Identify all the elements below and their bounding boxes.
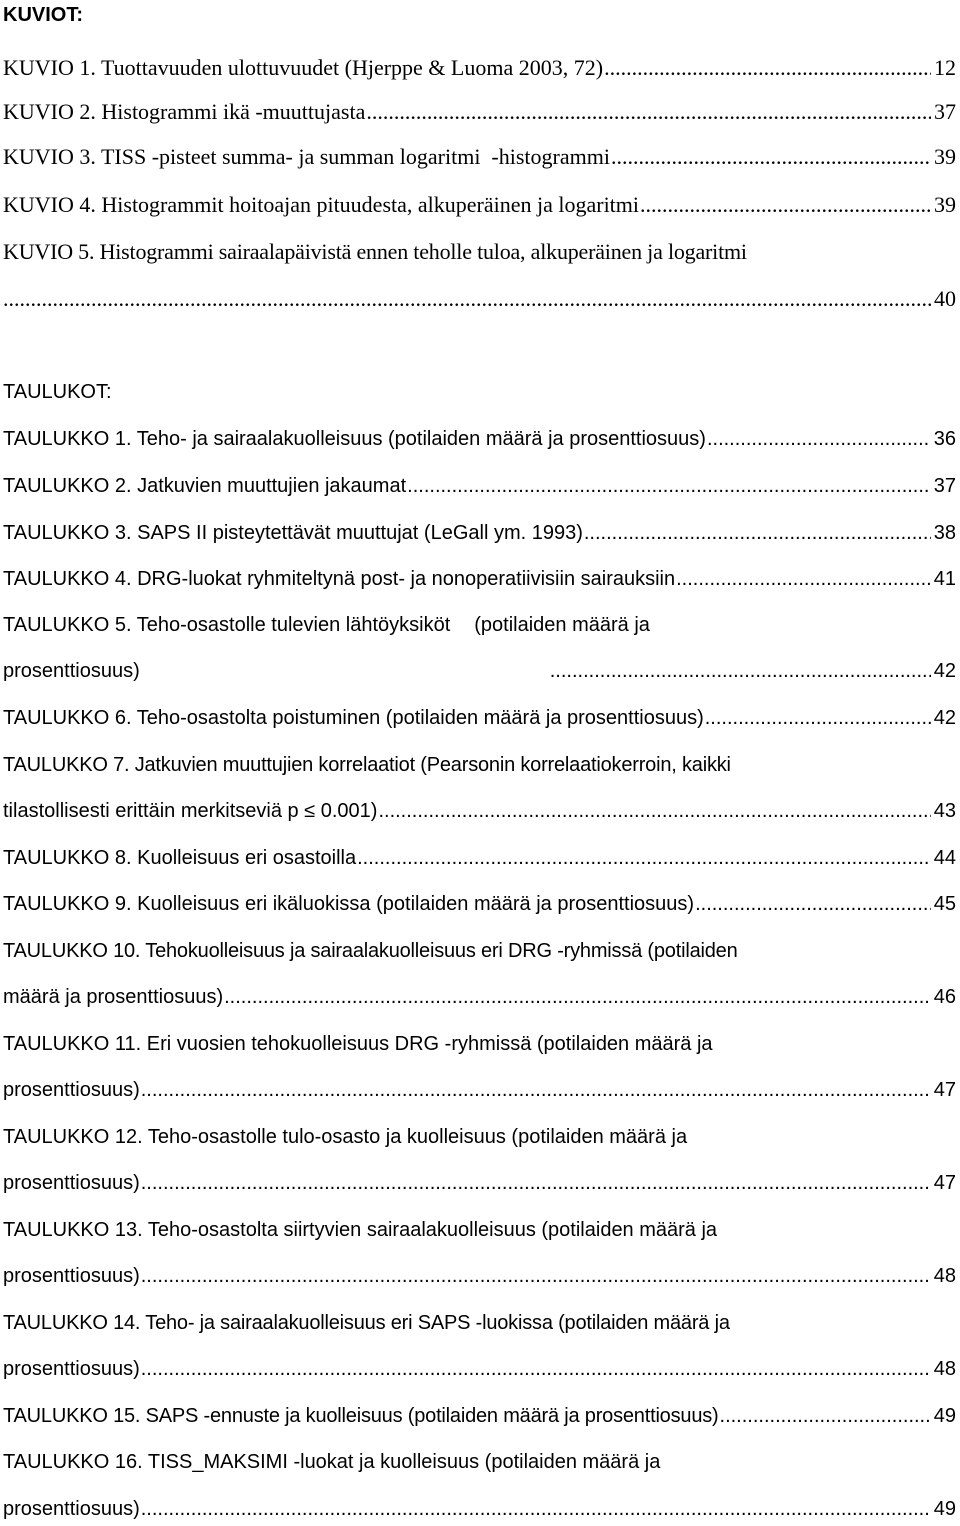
toc-entry-continuation: prosenttiosuus) <box>3 1358 140 1380</box>
toc-entry-title: TAULUKKO 6. Teho-osastolta poistuminen (potilaiden määrä ja prosenttiosuus) <box>3 707 704 729</box>
toc-entry-table-9[interactable] <box>3 889 956 919</box>
dot-leader <box>3 284 931 314</box>
toc-entry-table-12-line1[interactable] <box>3 1122 687 1152</box>
toc-entry-table-15[interactable] <box>3 1401 956 1431</box>
dot-leader <box>640 190 931 220</box>
toc-entry-title: TAULUKKO 3. SAPS II pisteytettävät muuttujat (LeGall ym. 1993) <box>3 522 583 544</box>
dot-leader <box>366 97 931 127</box>
toc-entry-figure-5-line1[interactable] <box>3 237 747 267</box>
toc-entry-page: 47 <box>933 1079 956 1101</box>
toc-entry-title: TAULUKKO 2. Jatkuvien muuttujien jakaumat <box>3 475 407 497</box>
toc-entry-continuation: prosenttiosuus) <box>3 1265 140 1287</box>
toc-entry-continuation: tilastollisesti erittäin merkitseviä p ≤ 0.001) <box>3 800 378 822</box>
toc-entry-title: TAULUKKO 8. Kuolleisuus eri osastoilla <box>3 847 357 869</box>
toc-entry-title-tail: (potilaiden määrä ja <box>474 614 650 636</box>
toc-entry-page: 37 <box>933 475 956 497</box>
toc-entry-continuation: prosenttiosuus) <box>3 1172 140 1194</box>
dot-leader <box>611 142 931 172</box>
toc-entry-table-16-line1[interactable] <box>3 1447 660 1477</box>
toc-entry-page: 36 <box>933 428 956 450</box>
toc-entry-title: TAULUKKO 14. Teho- ja sairaalakuolleisuus eri SAPS -luokissa (potilaiden määrä ja <box>3 1312 730 1334</box>
dot-leader <box>378 796 930 826</box>
toc-entry-page: 41 <box>933 568 956 590</box>
toc-entry-title: TAULUKKO 1. Teho- ja sairaalakuolleisuus (potilaiden määrä ja prosenttiosuus) <box>3 428 706 450</box>
toc-entry-table-11-line2[interactable] <box>3 1075 956 1105</box>
dot-leader <box>141 1168 931 1198</box>
toc-entry-figure-2[interactable] <box>3 97 956 127</box>
toc-entry-title: TAULUKKO 12. Teho-osastolle tulo-osasto ja kuolleisuus (potilaiden määrä ja <box>3 1126 688 1148</box>
toc-entry-page: 48 <box>933 1358 956 1380</box>
toc-entry-title: TAULUKKO 13. Teho-osastolta siirtyvien sairaalakuolleisuus (potilaiden määrä ja <box>3 1219 718 1241</box>
toc-entry-title: KUVIO 3. TISS -pisteet summa- ja summan logaritmi -histogrammi <box>3 144 610 169</box>
toc-entry-table-14-line1[interactable] <box>3 1308 730 1338</box>
toc-entry-page: 46 <box>933 986 956 1008</box>
dot-leader <box>584 518 931 548</box>
toc-entry-table-12-line2[interactable] <box>3 1168 956 1198</box>
toc-entry-page: 40 <box>934 286 956 311</box>
toc-entry-title: KUVIO 4. Histogrammit hoitoajan pituudesta, alkuperäinen ja logaritmi <box>3 192 640 217</box>
toc-entry-page: 47 <box>933 1172 956 1194</box>
toc-entry-table-4[interactable] <box>3 564 956 594</box>
toc-entry-table-16-line2[interactable] <box>3 1494 956 1524</box>
toc-entry-page: 42 <box>933 707 956 729</box>
toc-entry-title: TAULUKKO 4. DRG-luokat ryhmiteltynä post- ja nonoperatiivisiin sairauksiin <box>3 568 676 590</box>
toc-entry-page: 49 <box>933 1498 956 1520</box>
toc-entry-title: TAULUKKO 7. Jatkuvien muuttujien korrelaatiot (Pearsonin korrelaatiokerroin, kaikki <box>3 754 731 776</box>
toc-entry-page: 39 <box>934 192 956 217</box>
toc-entry-table-11-line1[interactable] <box>3 1029 713 1059</box>
toc-entry-table-2[interactable] <box>3 471 956 501</box>
toc-entry-title: TAULUKKO 11. Eri vuosien tehokuolleisuus DRG -ryhmissä (potilaiden määrä ja <box>3 1033 713 1055</box>
toc-entry-figure-3[interactable] <box>3 142 956 172</box>
toc-entry-table-7-line1[interactable] <box>3 750 731 780</box>
toc-entry-table-10-line2[interactable] <box>3 982 956 1012</box>
tables-heading: TAULUKOT: <box>3 381 112 403</box>
dot-leader <box>707 424 931 454</box>
toc-entry-page: 12 <box>934 55 956 80</box>
dot-leader <box>141 1075 931 1105</box>
toc-entry-continuation: prosenttiosuus) <box>3 660 140 682</box>
dot-leader <box>357 843 931 873</box>
toc-entry-figure-1[interactable] <box>3 53 956 83</box>
toc-entry-title: KUVIO 1. Tuottavuuden ulottuvuudet (Hjerppe & Luoma 2003, 72) <box>3 55 604 80</box>
toc-entry-page: 38 <box>933 522 956 544</box>
toc-entry-continuation: prosenttiosuus) <box>3 1498 140 1520</box>
toc-entry-page: 39 <box>934 144 956 169</box>
toc-entry-table-7-line2[interactable] <box>3 796 956 826</box>
toc-entry-page: 37 <box>934 99 956 124</box>
toc-entry-figure-4[interactable] <box>3 190 956 220</box>
toc-entry-table-14-line2[interactable] <box>3 1354 956 1384</box>
toc-entry-table-6[interactable] <box>3 703 956 733</box>
dot-leader <box>141 1354 931 1384</box>
toc-entry-table-13-line2[interactable] <box>3 1261 956 1291</box>
toc-entry-figure-5-line2[interactable] <box>3 284 956 314</box>
toc-entry-title: TAULUKKO 15. SAPS -ennuste ja kuolleisuus (potilaiden määrä ja prosenttiosuus) <box>3 1405 719 1427</box>
toc-entry-table-13-line1[interactable] <box>3 1215 717 1245</box>
toc-entry-page: 44 <box>933 847 956 869</box>
dot-leader <box>695 889 931 919</box>
toc-entry-title: TAULUKKO 16. TISS_MAKSIMI -luokat ja kuolleisuus (potilaiden määrä ja <box>3 1451 661 1473</box>
toc-entry-table-5-line2[interactable] <box>3 656 956 686</box>
toc-entry-table-5-line1[interactable] <box>3 610 650 640</box>
toc-entry-continuation: määrä ja prosenttiosuus) <box>3 986 224 1008</box>
dot-leader <box>705 703 931 733</box>
toc-entry-title: TAULUKKO 5. Teho-osastolle tulevien lähtöyksiköt <box>3 614 451 636</box>
toc-entry-title: TAULUKKO 9. Kuolleisuus eri ikäluokissa (potilaiden määrä ja prosenttiosuus) <box>3 893 695 915</box>
toc-entry-page: 43 <box>933 800 956 822</box>
toc-entry-page: 45 <box>933 893 956 915</box>
dot-leader <box>141 1494 931 1524</box>
dot-leader <box>407 471 931 501</box>
dot-leader <box>676 564 931 594</box>
toc-entry-table-8[interactable] <box>3 843 956 873</box>
dot-leader <box>604 53 931 83</box>
figures-heading: KUVIOT: <box>3 4 83 26</box>
toc-entry-title: TAULUKKO 10. Tehokuolleisuus ja sairaalakuolleisuus eri DRG -ryhmissä (potilaiden <box>3 940 738 962</box>
dot-leader <box>141 1261 931 1291</box>
toc-entry-page: 49 <box>933 1405 956 1427</box>
toc-entry-table-10-line1[interactable] <box>3 936 738 966</box>
toc-entry-table-3[interactable] <box>3 518 956 548</box>
toc-entry-page: 48 <box>933 1265 956 1287</box>
toc-entry-title: KUVIO 5. Histogrammi sairaalapäivistä ennen teholle tuloa, alkuperäinen ja logaritmi <box>3 239 747 264</box>
dot-leader <box>720 1401 931 1431</box>
toc-entry-page: 42 <box>933 660 956 682</box>
dot-leader <box>224 982 931 1012</box>
toc-entry-continuation: prosenttiosuus) <box>3 1079 140 1101</box>
toc-entry-table-1[interactable] <box>3 424 956 454</box>
dot-leader <box>550 656 931 686</box>
toc-entry-title: KUVIO 2. Histogrammi ikä -muuttujasta <box>3 99 366 124</box>
